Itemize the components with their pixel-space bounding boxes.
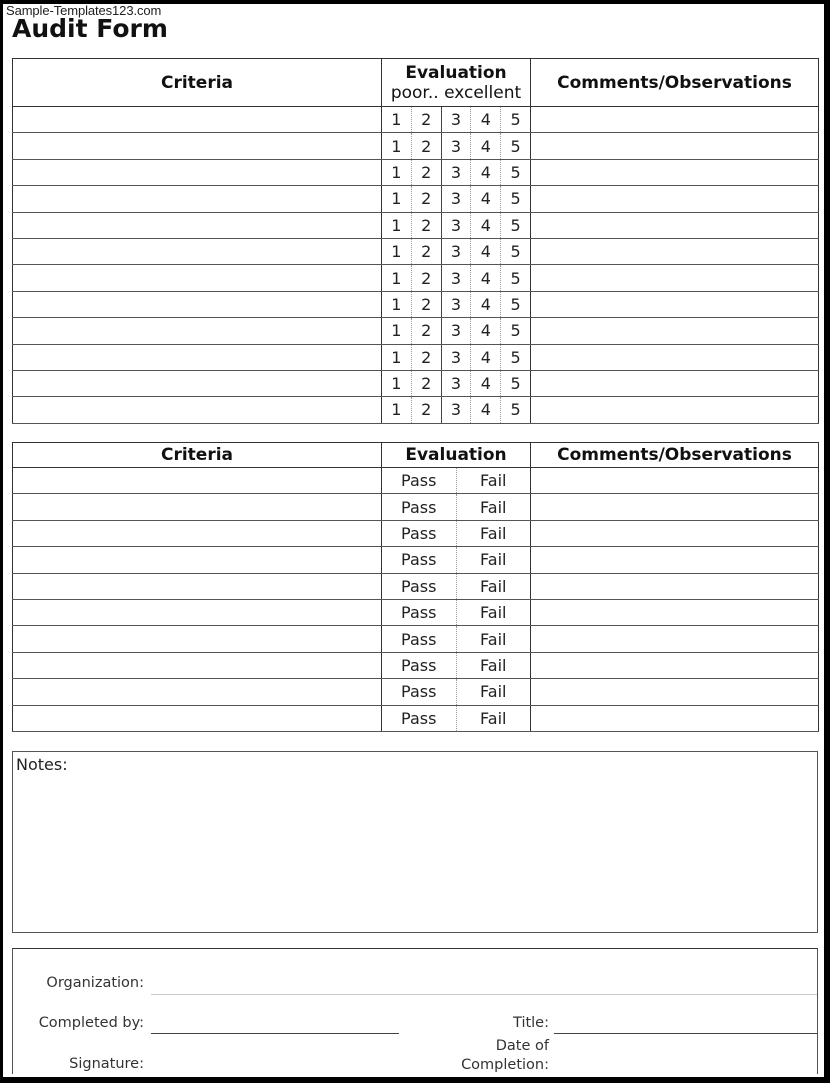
evaluation-cell	[382, 344, 531, 370]
criteria-cell[interactable]	[13, 520, 382, 546]
table-row	[13, 705, 819, 731]
fail-option[interactable]: Fail	[456, 547, 531, 572]
score-option[interactable]: 3	[441, 186, 471, 211]
criteria-cell[interactable]	[13, 238, 382, 264]
evaluation-cell	[382, 626, 531, 652]
score-option[interactable]: 2	[411, 397, 441, 422]
score-option[interactable]: 5	[500, 371, 530, 396]
score-option[interactable]: 4	[470, 239, 500, 264]
score-option[interactable]: 2	[411, 160, 441, 185]
score-option[interactable]: 1	[391, 374, 402, 394]
evaluation-cell	[382, 238, 531, 264]
fail-option[interactable]: Fail	[456, 653, 531, 678]
score-option[interactable]: 3	[441, 213, 471, 238]
fail-option[interactable]: Fail	[456, 626, 531, 651]
table-row	[13, 291, 819, 317]
criteria-cell[interactable]	[13, 679, 382, 705]
title-line[interactable]	[554, 1033, 817, 1034]
comments-cell[interactable]	[531, 547, 819, 573]
criteria-cell[interactable]	[13, 318, 382, 344]
score-option[interactable]: 4	[470, 345, 500, 370]
table-row	[13, 344, 819, 370]
evaluation-cell	[382, 494, 531, 520]
criteria-cell[interactable]	[13, 159, 382, 185]
comments-cell[interactable]	[531, 370, 819, 396]
comments-cell[interactable]	[531, 705, 819, 731]
signature-section	[12, 948, 818, 1074]
table-row	[13, 468, 819, 494]
organization-label: Organization:	[46, 975, 144, 991]
evaluation-scale-label: poor.. excellent	[390, 82, 522, 103]
comments-cell[interactable]	[531, 468, 819, 494]
score-option[interactable]: 4	[470, 292, 500, 317]
table-row	[13, 599, 819, 625]
comments-cell[interactable]	[531, 133, 819, 159]
comments-cell[interactable]	[531, 291, 819, 317]
score-option[interactable]: 4	[470, 107, 500, 132]
evaluation-cell	[382, 318, 531, 344]
score-option[interactable]: 2	[411, 265, 441, 290]
evaluation-cell	[382, 370, 531, 396]
score-option[interactable]: 5	[500, 186, 530, 211]
pass-option[interactable]: Pass	[401, 497, 437, 517]
score-option[interactable]: 5	[500, 397, 530, 422]
score-option[interactable]: 4	[470, 397, 500, 422]
score-option[interactable]: 3	[441, 160, 471, 185]
comments-cell[interactable]	[531, 344, 819, 370]
criteria-cell[interactable]	[13, 705, 382, 731]
comments-cell[interactable]	[531, 520, 819, 546]
criteria-cell[interactable]	[13, 573, 382, 599]
criteria-cell[interactable]	[13, 547, 382, 573]
score-option[interactable]: 1	[391, 347, 402, 367]
date-of-completion-label	[461, 1037, 549, 1075]
comments-cell[interactable]	[531, 238, 819, 264]
pass-option[interactable]: Pass	[401, 471, 437, 491]
score-option[interactable]: 4	[470, 318, 500, 343]
comments-cell[interactable]	[531, 265, 819, 291]
signature-label: Signature:	[69, 1056, 144, 1072]
table-row	[13, 159, 819, 185]
evaluation-cell	[382, 159, 531, 185]
score-option[interactable]: 4	[470, 186, 500, 211]
criteria-cell[interactable]	[13, 599, 382, 625]
fail-option[interactable]: Fail	[456, 600, 531, 625]
table-row	[13, 397, 819, 423]
completed-by-line[interactable]	[151, 1033, 399, 1034]
criteria-cell[interactable]	[13, 652, 382, 678]
table-row	[13, 186, 819, 212]
evaluation-cell	[382, 679, 531, 705]
score-option[interactable]: 3	[441, 265, 471, 290]
score-option[interactable]: 4	[470, 133, 500, 158]
evaluation-header: Evaluation	[382, 443, 531, 468]
score-option[interactable]: 5	[500, 107, 530, 132]
title-label: Title:	[513, 1015, 549, 1031]
rating-table-header	[13, 59, 819, 107]
date-label-line1: Date of	[495, 1038, 549, 1054]
evaluation-cell	[382, 652, 531, 678]
criteria-cell[interactable]	[13, 626, 382, 652]
score-option[interactable]: 1	[391, 189, 402, 209]
evaluation-cell	[382, 133, 531, 159]
fail-option[interactable]: Fail	[456, 494, 531, 519]
score-option[interactable]: 5	[500, 292, 530, 317]
comments-cell[interactable]	[531, 626, 819, 652]
fail-option[interactable]: Fail	[456, 521, 531, 546]
table-row	[13, 573, 819, 599]
table-row	[13, 107, 819, 133]
score-option[interactable]: 5	[500, 318, 530, 343]
table-row	[13, 318, 819, 344]
comments-cell[interactable]	[531, 318, 819, 344]
score-option[interactable]: 2	[411, 213, 441, 238]
criteria-cell[interactable]	[13, 212, 382, 238]
criteria-cell[interactable]	[13, 494, 382, 520]
score-option[interactable]: 3	[441, 239, 471, 264]
score-option[interactable]: 4	[470, 265, 500, 290]
pass-option[interactable]: Pass	[401, 603, 437, 623]
score-option[interactable]: 2	[411, 107, 441, 132]
criteria-cell[interactable]	[13, 265, 382, 291]
table-row	[13, 520, 819, 546]
criteria-header: Criteria	[13, 443, 382, 468]
score-option[interactable]: 1	[391, 215, 402, 235]
score-option[interactable]: 3	[441, 292, 471, 317]
table-row	[13, 265, 819, 291]
comments-cell[interactable]	[531, 212, 819, 238]
score-option[interactable]: 2	[411, 186, 441, 211]
score-option[interactable]: 5	[500, 133, 530, 158]
pass-fail-table	[12, 442, 819, 732]
audit-form-page	[3, 4, 824, 1077]
evaluation-cell	[382, 291, 531, 317]
score-option[interactable]: 5	[500, 345, 530, 370]
page-title: Audit Form	[12, 14, 168, 43]
comments-header: Comments/Observations	[531, 59, 819, 107]
evaluation-cell	[382, 397, 531, 423]
evaluation-cell	[382, 468, 531, 494]
comments-cell[interactable]	[531, 599, 819, 625]
evaluation-cell	[382, 705, 531, 731]
score-option[interactable]: 2	[411, 345, 441, 370]
fail-option[interactable]: Fail	[456, 706, 531, 731]
score-option[interactable]: 3	[441, 318, 471, 343]
criteria-cell[interactable]	[13, 397, 382, 423]
table-row	[13, 626, 819, 652]
table-row	[13, 238, 819, 264]
pass-option[interactable]: Pass	[401, 523, 437, 543]
evaluation-header-label: Evaluation	[405, 62, 507, 83]
table-row	[13, 133, 819, 159]
criteria-cell[interactable]	[13, 133, 382, 159]
criteria-header: Criteria	[13, 59, 382, 107]
rating-table	[12, 58, 819, 424]
criteria-cell[interactable]	[13, 344, 382, 370]
score-option[interactable]: 1	[391, 294, 402, 314]
table-row	[13, 494, 819, 520]
pass-option[interactable]: Pass	[401, 550, 437, 570]
comments-cell[interactable]	[531, 107, 819, 133]
pass-option[interactable]: Pass	[401, 629, 437, 649]
pass-option[interactable]: Pass	[401, 655, 437, 675]
evaluation-header	[382, 59, 531, 107]
pass-option[interactable]: Pass	[401, 708, 437, 728]
criteria-cell[interactable]	[13, 291, 382, 317]
notes-label: Notes:	[16, 755, 68, 774]
score-option[interactable]: 2	[411, 318, 441, 343]
score-option[interactable]: 1	[391, 162, 402, 182]
score-option[interactable]: 4	[470, 213, 500, 238]
score-option[interactable]: 1	[391, 321, 402, 341]
table-row	[13, 212, 819, 238]
score-option[interactable]: 4	[470, 371, 500, 396]
evaluation-cell	[382, 547, 531, 573]
score-option[interactable]: 5	[500, 213, 530, 238]
evaluation-cell	[382, 212, 531, 238]
criteria-cell[interactable]	[13, 107, 382, 133]
criteria-cell[interactable]	[13, 370, 382, 396]
table-row	[13, 652, 819, 678]
evaluation-cell	[382, 186, 531, 212]
score-option[interactable]: 2	[411, 133, 441, 158]
score-option[interactable]: 4	[470, 160, 500, 185]
evaluation-cell	[382, 520, 531, 546]
criteria-cell[interactable]	[13, 468, 382, 494]
score-option[interactable]: 5	[500, 265, 530, 290]
completed-by-label: Completed by:	[38, 1015, 144, 1031]
evaluation-cell	[382, 265, 531, 291]
pass-option[interactable]: Pass	[401, 576, 437, 596]
fail-option[interactable]: Fail	[456, 679, 531, 704]
score-option[interactable]: 5	[500, 160, 530, 185]
fail-option[interactable]: Fail	[456, 574, 531, 599]
comments-cell[interactable]	[531, 494, 819, 520]
watermark-text: Sample-Templates123.com	[6, 3, 162, 18]
score-option[interactable]: 1	[391, 268, 402, 288]
pass-fail-table-header	[13, 443, 819, 468]
score-option[interactable]: 2	[411, 371, 441, 396]
comments-cell[interactable]	[531, 397, 819, 423]
comments-cell[interactable]	[531, 679, 819, 705]
score-option[interactable]: 1	[391, 136, 402, 156]
comments-cell[interactable]	[531, 652, 819, 678]
score-option[interactable]: 5	[500, 239, 530, 264]
table-row	[13, 679, 819, 705]
organization-line[interactable]	[151, 994, 817, 995]
score-option[interactable]: 2	[411, 239, 441, 264]
table-row	[13, 370, 819, 396]
evaluation-cell	[382, 107, 531, 133]
score-option[interactable]: 3	[441, 133, 471, 158]
comments-cell[interactable]	[531, 186, 819, 212]
score-option[interactable]: 3	[441, 345, 471, 370]
score-option[interactable]: 2	[411, 292, 441, 317]
table-row	[13, 547, 819, 573]
comments-cell[interactable]	[531, 159, 819, 185]
score-option[interactable]: 1	[391, 110, 402, 130]
notes-field[interactable]	[12, 751, 818, 933]
pass-option[interactable]: Pass	[401, 682, 437, 702]
score-option[interactable]: 3	[441, 107, 471, 132]
score-option[interactable]: 3	[441, 397, 471, 422]
date-label-line2: Completion:	[461, 1057, 549, 1073]
comments-header: Comments/Observations	[531, 443, 819, 468]
comments-cell[interactable]	[531, 573, 819, 599]
criteria-cell[interactable]	[13, 186, 382, 212]
score-option[interactable]: 1	[391, 400, 402, 420]
score-option[interactable]: 1	[391, 242, 402, 262]
fail-option[interactable]: Fail	[456, 468, 531, 493]
evaluation-cell	[382, 599, 531, 625]
score-option[interactable]: 3	[441, 371, 471, 396]
evaluation-cell	[382, 573, 531, 599]
